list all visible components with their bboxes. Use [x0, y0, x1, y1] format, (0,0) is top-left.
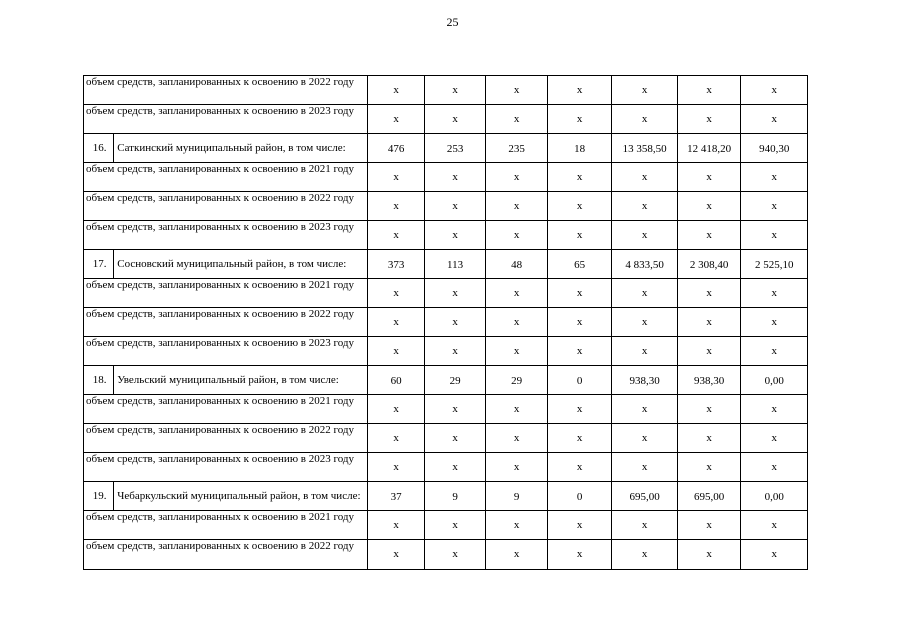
value-cell: 9: [486, 482, 548, 511]
value-cell: x: [612, 511, 678, 540]
value-cell: x: [486, 453, 548, 482]
row-index: 17.: [84, 250, 114, 279]
district-row: [84, 250, 808, 279]
row-description: объем средств, запланированных к освоению в 2022 году: [84, 308, 368, 337]
value-cell: 4 833,50: [612, 250, 678, 279]
value-cell: x: [368, 395, 424, 424]
value-cell: 13 358,50: [612, 134, 678, 163]
row-description: объем средств, запланированных к освоению в 2022 году: [84, 76, 368, 105]
value-cell: x: [424, 395, 486, 424]
value-cell: x: [612, 221, 678, 250]
value-cell: x: [368, 279, 424, 308]
value-cell: x: [424, 337, 486, 366]
row-index: 16.: [84, 134, 114, 163]
value-cell: 695,00: [677, 482, 741, 511]
value-cell: x: [677, 424, 741, 453]
value-cell: x: [424, 105, 486, 134]
value-cell: x: [547, 105, 612, 134]
value-cell: x: [547, 540, 612, 570]
value-cell: 2 525,10: [741, 250, 808, 279]
value-cell: x: [612, 76, 678, 105]
value-cell: x: [368, 163, 424, 192]
value-cell: x: [486, 76, 548, 105]
value-cell: x: [424, 540, 486, 570]
row-description: объем средств, запланированных к освоению в 2022 году: [84, 424, 368, 453]
value-cell: 48: [486, 250, 548, 279]
value-cell: x: [741, 395, 808, 424]
value-cell: x: [424, 511, 486, 540]
report-table: [83, 75, 808, 570]
value-cell: 9: [424, 482, 486, 511]
value-cell: 2 308,40: [677, 250, 741, 279]
value-cell: x: [486, 337, 548, 366]
value-cell: x: [741, 221, 808, 250]
row-description: объем средств, запланированных к освоению в 2022 году: [84, 540, 368, 570]
value-cell: 12 418,20: [677, 134, 741, 163]
value-cell: x: [612, 279, 678, 308]
value-cell: x: [424, 279, 486, 308]
value-cell: x: [741, 337, 808, 366]
value-cell: x: [547, 221, 612, 250]
value-cell: x: [612, 453, 678, 482]
row-description: объем средств, запланированных к освоению в 2022 году: [84, 192, 368, 221]
value-cell: x: [612, 105, 678, 134]
value-cell: x: [547, 192, 612, 221]
district-row: [84, 366, 808, 395]
value-cell: x: [368, 540, 424, 570]
row-description: объем средств, запланированных к освоению в 2023 году: [84, 221, 368, 250]
value-cell: x: [741, 424, 808, 453]
value-cell: x: [486, 395, 548, 424]
value-cell: x: [547, 76, 612, 105]
value-cell: x: [677, 308, 741, 337]
value-cell: x: [677, 192, 741, 221]
value-cell: x: [486, 192, 548, 221]
value-cell: x: [547, 337, 612, 366]
value-cell: x: [612, 424, 678, 453]
value-cell: 253: [424, 134, 486, 163]
value-cell: x: [677, 105, 741, 134]
value-cell: x: [677, 221, 741, 250]
value-cell: x: [547, 308, 612, 337]
value-cell: x: [741, 453, 808, 482]
value-cell: x: [424, 308, 486, 337]
district-name: Чебаркульский муниципальный район, в том числе:: [114, 482, 368, 511]
value-cell: x: [486, 540, 548, 570]
row-index: 18.: [84, 366, 114, 395]
value-cell: x: [486, 221, 548, 250]
value-cell: x: [486, 511, 548, 540]
value-cell: x: [486, 424, 548, 453]
row-index: 19.: [84, 482, 114, 511]
value-cell: x: [741, 279, 808, 308]
value-cell: x: [486, 163, 548, 192]
table-row: [84, 511, 808, 540]
row-description: объем средств, запланированных к освоению в 2021 году: [84, 395, 368, 424]
value-cell: 0,00: [741, 482, 808, 511]
value-cell: 29: [424, 366, 486, 395]
value-cell: x: [424, 453, 486, 482]
value-cell: x: [677, 395, 741, 424]
value-cell: x: [547, 424, 612, 453]
value-cell: x: [368, 76, 424, 105]
value-cell: x: [424, 221, 486, 250]
value-cell: x: [547, 163, 612, 192]
row-description: объем средств, запланированных к освоению в 2023 году: [84, 105, 368, 134]
value-cell: x: [424, 163, 486, 192]
value-cell: x: [486, 279, 548, 308]
value-cell: x: [368, 424, 424, 453]
value-cell: 940,30: [741, 134, 808, 163]
value-cell: x: [677, 337, 741, 366]
row-description: объем средств, запланированных к освоению в 2021 году: [84, 511, 368, 540]
table-row: [84, 192, 808, 221]
value-cell: 37: [368, 482, 424, 511]
value-cell: x: [612, 308, 678, 337]
value-cell: x: [547, 453, 612, 482]
value-cell: 0: [547, 482, 612, 511]
value-cell: x: [612, 395, 678, 424]
value-cell: 0,00: [741, 366, 808, 395]
page-number: 25: [446, 15, 459, 29]
value-cell: x: [368, 337, 424, 366]
value-cell: x: [741, 76, 808, 105]
value-cell: x: [741, 308, 808, 337]
value-cell: 29: [486, 366, 548, 395]
district-name: Саткинский муниципальный район, в том числе:: [114, 134, 368, 163]
value-cell: x: [677, 279, 741, 308]
report-body: [84, 76, 808, 570]
value-cell: x: [368, 308, 424, 337]
value-cell: x: [368, 221, 424, 250]
table-row: [84, 540, 808, 570]
value-cell: x: [486, 105, 548, 134]
table-row: [84, 337, 808, 366]
table-row: [84, 221, 808, 250]
table-row: [84, 453, 808, 482]
value-cell: 0: [547, 366, 612, 395]
table-row: [84, 76, 808, 105]
table-row: [84, 163, 808, 192]
value-cell: x: [741, 540, 808, 570]
district-row: [84, 482, 808, 511]
value-cell: x: [547, 395, 612, 424]
value-cell: x: [741, 192, 808, 221]
value-cell: x: [677, 511, 741, 540]
value-cell: x: [368, 511, 424, 540]
value-cell: x: [486, 308, 548, 337]
value-cell: x: [612, 540, 678, 570]
value-cell: 695,00: [612, 482, 678, 511]
table-row: [84, 424, 808, 453]
district-row: [84, 134, 808, 163]
value-cell: x: [547, 511, 612, 540]
value-cell: 65: [547, 250, 612, 279]
value-cell: 938,30: [612, 366, 678, 395]
value-cell: x: [612, 337, 678, 366]
value-cell: x: [677, 453, 741, 482]
value-cell: x: [368, 192, 424, 221]
value-cell: 113: [424, 250, 486, 279]
value-cell: x: [677, 163, 741, 192]
value-cell: x: [741, 105, 808, 134]
value-cell: x: [547, 279, 612, 308]
table-row: [84, 279, 808, 308]
value-cell: 476: [368, 134, 424, 163]
value-cell: x: [424, 424, 486, 453]
table-row: [84, 395, 808, 424]
value-cell: x: [741, 163, 808, 192]
table-row: [84, 308, 808, 337]
district-name: Сосновский муниципальный район, в том числе:: [114, 250, 368, 279]
row-description: объем средств, запланированных к освоению в 2023 году: [84, 337, 368, 366]
table-row: [84, 105, 808, 134]
value-cell: 235: [486, 134, 548, 163]
value-cell: x: [368, 105, 424, 134]
value-cell: x: [677, 540, 741, 570]
value-cell: x: [612, 163, 678, 192]
value-cell: 938,30: [677, 366, 741, 395]
value-cell: 60: [368, 366, 424, 395]
value-cell: x: [424, 192, 486, 221]
row-description: объем средств, запланированных к освоению в 2023 году: [84, 453, 368, 482]
value-cell: 18: [547, 134, 612, 163]
district-name: Увельский муниципальный район, в том числе:: [114, 366, 368, 395]
value-cell: x: [677, 76, 741, 105]
value-cell: x: [368, 453, 424, 482]
value-cell: x: [741, 511, 808, 540]
value-cell: 373: [368, 250, 424, 279]
value-cell: x: [424, 76, 486, 105]
value-cell: x: [612, 192, 678, 221]
row-description: объем средств, запланированных к освоению в 2021 году: [84, 163, 368, 192]
row-description: объем средств, запланированных к освоению в 2021 году: [84, 279, 368, 308]
